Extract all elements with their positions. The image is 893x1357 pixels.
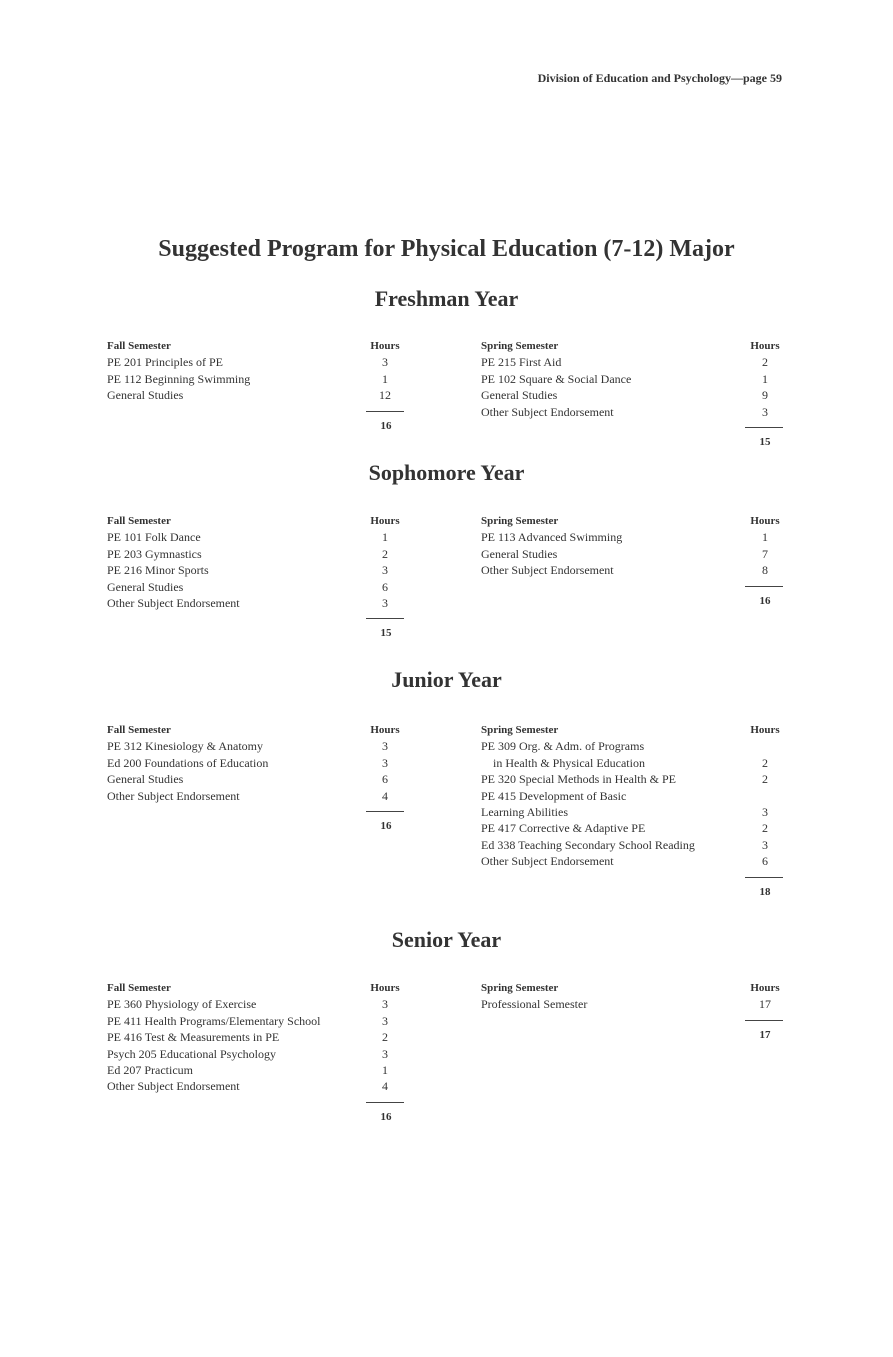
course-row	[481, 371, 783, 387]
course-row	[481, 755, 783, 771]
course-row	[107, 579, 397, 595]
course-hours: 3	[382, 997, 388, 1012]
course-row	[481, 529, 783, 545]
course-row	[107, 996, 397, 1012]
course-row	[107, 1046, 397, 1062]
course-name: PE 411 Health Programs/Elementary School	[107, 1013, 321, 1028]
course-name: Psych 205 Educational Psychology	[107, 1046, 276, 1061]
course-hours: 4	[382, 1079, 388, 1094]
course-name: PE 216 Minor Sports	[107, 563, 209, 578]
course-hours: 3	[762, 404, 768, 419]
total-rule-row	[481, 870, 783, 884]
total-row	[107, 625, 397, 641]
course-row	[107, 371, 397, 387]
course-row	[481, 738, 783, 754]
course-name: in Health & Physical Education	[493, 755, 645, 770]
total-rule	[366, 1102, 404, 1103]
course-hours: 9	[762, 388, 768, 403]
course-row	[481, 404, 783, 420]
course-name: PE 312 Kinesiology & Anatomy	[107, 739, 263, 754]
page-header: Division of Education and Psychology—page 59	[537, 71, 782, 85]
total-rule	[366, 618, 404, 619]
semester-heading: Fall Semester	[107, 724, 171, 736]
course-name: General Studies	[107, 388, 184, 403]
freshman-spring	[481, 338, 783, 450]
course-row	[107, 788, 397, 804]
course-name: Other Subject Endorsement	[107, 788, 240, 803]
course-hours: 3	[382, 563, 388, 578]
course-hours: 17	[759, 997, 771, 1012]
course-name: PE 309 Org. & Adm. of Programs	[481, 739, 645, 754]
course-row	[481, 562, 783, 578]
course-hours: 2	[762, 355, 768, 370]
course-row	[481, 837, 783, 853]
course-name: Other Subject Endorsement	[107, 1079, 240, 1094]
course-row	[107, 771, 397, 787]
course-name: PE 203 Gymnastics	[107, 546, 202, 561]
course-row	[481, 354, 783, 370]
course-name: General Studies	[481, 546, 558, 561]
semester-heading: Spring Semester	[481, 515, 559, 527]
hours-heading: Hours	[750, 724, 780, 736]
course-row	[481, 820, 783, 836]
total-rule-row	[481, 420, 783, 434]
course-row	[481, 996, 783, 1012]
course-hours: 1	[762, 371, 768, 386]
course-row	[107, 562, 397, 578]
course-hours: 3	[382, 355, 388, 370]
total-rule-row	[107, 804, 397, 818]
course-hours: 3	[382, 1046, 388, 1061]
course-name: General Studies	[107, 579, 184, 594]
course-name: PE 101 Folk Dance	[107, 530, 201, 545]
sophomore-spring	[481, 513, 783, 609]
course-hours: 7	[762, 546, 768, 561]
total-rule-row	[481, 1013, 783, 1027]
course-hours: 3	[382, 739, 388, 754]
sophomore-fall	[107, 513, 400, 641]
year-title-senior: Senior Year	[391, 927, 502, 952]
junior-fall	[107, 722, 400, 834]
course-hours: 1	[382, 1062, 388, 1077]
semester-header-row	[107, 513, 400, 529]
course-row	[107, 755, 397, 771]
course-hours: 8	[762, 563, 768, 578]
course-row	[107, 738, 397, 754]
hours-heading: Hours	[750, 982, 780, 994]
course-row	[481, 771, 783, 787]
course-name: Professional Semester	[481, 997, 588, 1012]
course-name: PE 215 First Aid	[481, 355, 562, 370]
semester-header-row	[481, 722, 783, 738]
total-row	[481, 593, 783, 609]
year-title-junior: Junior Year	[391, 667, 502, 692]
year-title-sophomore: Sophomore Year	[368, 460, 525, 485]
semester-total-hours: 15	[380, 627, 392, 640]
course-hours: 6	[382, 579, 388, 594]
semester-heading: Fall Semester	[107, 515, 171, 527]
course-row	[107, 1029, 397, 1045]
total-rule-row	[481, 579, 783, 593]
course-name: Ed 207 Practicum	[107, 1062, 193, 1077]
course-hours: 3	[382, 595, 388, 610]
course-row	[481, 853, 783, 869]
course-row	[107, 529, 397, 545]
semester-header-row	[481, 513, 783, 529]
total-row	[481, 884, 783, 900]
total-rule	[745, 586, 783, 587]
semester-header-row	[481, 338, 783, 354]
course-name: PE 113 Advanced Swimming	[481, 530, 623, 545]
course-name: PE 415 Development of Basic	[481, 788, 627, 803]
semester-total-hours: 16	[380, 1110, 392, 1123]
course-name: PE 360 Physiology of Exercise	[107, 997, 257, 1012]
semester-heading: Fall Semester	[107, 340, 171, 352]
course-hours: 3	[382, 755, 388, 770]
course-hours: 6	[762, 854, 768, 869]
course-name: PE 102 Square & Social Dance	[481, 371, 632, 386]
hours-heading: Hours	[750, 340, 780, 352]
semester-header-row	[107, 980, 400, 996]
course-name: Learning Abilities	[481, 804, 568, 819]
course-name: PE 320 Special Methods in Health & PE	[481, 772, 676, 787]
course-hours: 4	[382, 788, 388, 803]
course-name: Other Subject Endorsement	[481, 854, 614, 869]
course-name: PE 416 Test & Measurements in PE	[107, 1030, 280, 1045]
semester-header-row	[107, 338, 400, 354]
course-hours: 12	[379, 388, 391, 403]
course-hours: 2	[762, 755, 768, 770]
hours-heading: Hours	[750, 515, 780, 527]
total-rule	[745, 427, 783, 428]
course-hours: 3	[762, 837, 768, 852]
semester-header-row	[481, 980, 783, 996]
course-hours: 2	[382, 546, 388, 561]
total-rule	[745, 1020, 783, 1021]
total-row	[481, 434, 783, 450]
course-name: PE 112 Beginning Swimming	[107, 371, 251, 386]
course-row	[107, 354, 397, 370]
total-row	[107, 1109, 397, 1125]
course-row	[107, 1062, 397, 1078]
course-row	[107, 387, 397, 403]
course-name: General Studies	[481, 388, 558, 403]
semester-total-hours: 15	[759, 435, 771, 448]
course-hours: 2	[382, 1030, 388, 1045]
total-rule	[366, 811, 404, 812]
course-hours: 1	[762, 530, 768, 545]
total-rule	[745, 877, 783, 878]
semester-total-hours: 18	[759, 885, 771, 898]
total-rule	[366, 411, 404, 412]
senior-fall	[107, 980, 400, 1125]
semester-total-hours: 17	[759, 1028, 771, 1041]
freshman-fall	[107, 338, 400, 434]
course-hours: 1	[382, 371, 388, 386]
hours-heading: Hours	[370, 724, 400, 736]
course-hours: 6	[382, 772, 388, 787]
course-name: PE 417 Corrective & Adaptive PE	[481, 821, 646, 836]
course-row	[481, 387, 783, 403]
semester-heading: Spring Semester	[481, 340, 559, 352]
course-name: Other Subject Endorsement	[107, 595, 240, 610]
course-name: Ed 338 Teaching Secondary School Reading	[481, 837, 695, 852]
course-hours: 1	[382, 530, 388, 545]
course-row	[107, 595, 397, 611]
semester-total-hours: 16	[380, 819, 392, 832]
course-row	[107, 1078, 397, 1094]
course-row	[481, 804, 783, 820]
course-row	[481, 788, 783, 804]
course-hours: 3	[382, 1013, 388, 1028]
total-row	[481, 1027, 783, 1043]
page-title: Suggested Program for Physical Education (7-12) Major	[158, 236, 735, 262]
total-rule-row	[107, 404, 397, 418]
senior-spring	[481, 980, 783, 1043]
total-row	[107, 418, 397, 434]
course-hours: 3	[762, 804, 768, 819]
semester-total-hours: 16	[380, 419, 392, 432]
course-name: Ed 200 Foundations of Education	[107, 755, 269, 770]
semester-heading: Spring Semester	[481, 982, 559, 994]
total-rule-row	[107, 611, 397, 625]
course-hours: 2	[762, 772, 768, 787]
course-hours: 2	[762, 821, 768, 836]
junior-spring	[481, 722, 783, 900]
course-name: General Studies	[107, 772, 184, 787]
hours-heading: Hours	[370, 515, 400, 527]
hours-heading: Hours	[370, 982, 400, 994]
total-row	[107, 818, 397, 834]
total-rule-row	[107, 1095, 397, 1109]
hours-heading: Hours	[370, 340, 400, 352]
course-name: PE 201 Principles of PE	[107, 355, 223, 370]
semester-total-hours: 16	[759, 594, 771, 607]
course-row	[481, 546, 783, 562]
course-row	[107, 1013, 397, 1029]
course-name: Other Subject Endorsement	[481, 563, 614, 578]
semester-header-row	[107, 722, 400, 738]
year-title-freshman: Freshman Year	[374, 286, 519, 311]
semester-heading: Fall Semester	[107, 982, 171, 994]
course-row	[107, 546, 397, 562]
semester-heading: Spring Semester	[481, 724, 559, 736]
course-name: Other Subject Endorsement	[481, 404, 614, 419]
